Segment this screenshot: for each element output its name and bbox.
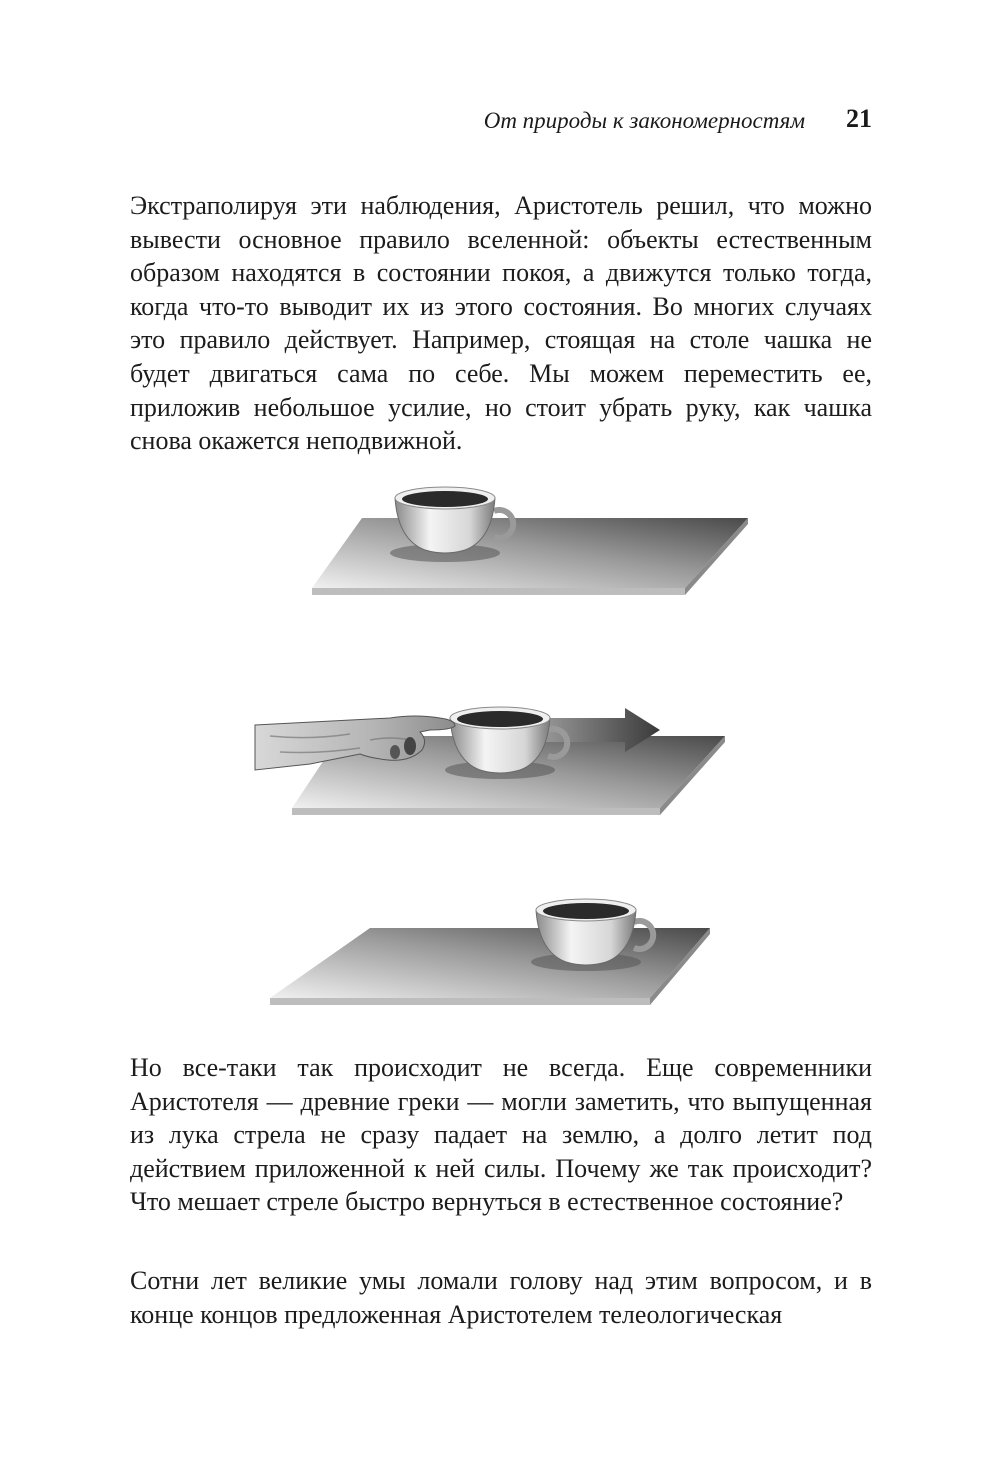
table-edge	[312, 588, 685, 595]
running-head	[130, 104, 872, 144]
table-edge	[292, 808, 660, 815]
table-edge	[270, 998, 650, 1005]
paragraph-aristotle-rest: Экстраполируя эти наблюдения, Аристотель решил, что можно вывести основное правило вселенной: объекты естественным образом находятся в состоянии покоя, а движутся только тогда, когда что-то выводит их из этого состояния. Во многих случаях это правило действует. Например, стоящая на столе чашка не будет двигаться сама по себе. Мы можем переместить ее, приложив небольшое усилие, но стоит убрать руку, как чашка снова окажется неподвижной.	[130, 191, 872, 456]
paragraph-arrow-question: Но все-таки так происходит не всегда. Еще современники Аристотеля — древние греки — могли заметить, что выпущенная из лука стрела не сразу падает на землю, а долго летит под действием приложенной к ней силы. Почему же так происходит? Что мешает стреле быстро вернуться в естественное состояние?	[130, 1053, 872, 1217]
running-title: От природы к закономерностям	[483, 108, 805, 133]
table-top	[312, 518, 748, 588]
paragraph-great-minds: Сотни лет великие умы ломали голову над этим вопросом, и в конце концов предложенная Аристотелем телеологическая	[130, 1266, 872, 1329]
panel-cup-pushed	[255, 707, 725, 815]
page-number: 21	[846, 104, 872, 133]
panel-cup-at-rest-moved	[270, 899, 710, 1005]
panel-cup-at-rest	[312, 487, 748, 595]
cup-on-table-illustration	[250, 478, 770, 1018]
table-top	[270, 928, 710, 998]
